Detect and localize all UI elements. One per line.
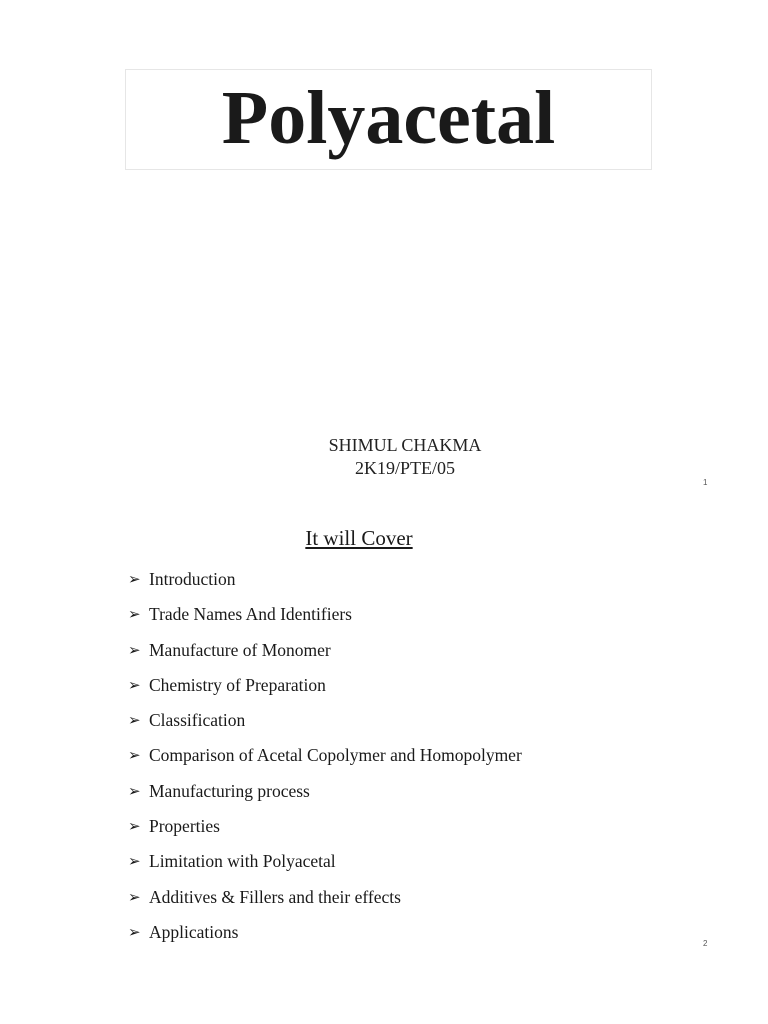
arrow-bullet-icon: ➢ — [128, 605, 141, 624]
list-item-label: Properties — [149, 816, 220, 837]
list-item — [128, 815, 522, 850]
list-item — [128, 674, 522, 709]
arrow-bullet-icon: ➢ — [128, 675, 141, 694]
list-item — [128, 639, 522, 674]
list-item-label: Manufacture of Monomer — [149, 639, 331, 660]
title-box — [125, 69, 652, 170]
list-item — [128, 886, 522, 921]
author-name: SHIMUL CHAKMA — [328, 435, 482, 455]
list-item-label: Chemistry of Preparation — [149, 674, 326, 695]
list-item-label: Limitation with Polyacetal — [149, 851, 336, 872]
topic-list — [128, 568, 522, 956]
list-item-label: Applications — [149, 921, 239, 942]
arrow-bullet-icon: ➢ — [128, 817, 141, 836]
list-item — [128, 744, 522, 779]
arrow-bullet-icon: ➢ — [128, 570, 141, 588]
list-item-label: Manufacturing process — [149, 780, 310, 801]
list-item-label: Trade Names And Identifiers — [149, 604, 352, 625]
section-heading: It will Cover — [305, 526, 413, 550]
arrow-bullet-icon: ➢ — [128, 852, 141, 871]
list-item-label: Introduction — [149, 569, 236, 589]
arrow-bullet-icon: ➢ — [128, 711, 141, 730]
author-block — [0, 434, 768, 480]
list-item-label: Classification — [149, 710, 246, 731]
page-number-2: 2 — [703, 939, 708, 948]
list-item-label: Additives & Fillers and their effects — [149, 886, 401, 907]
arrow-bullet-icon: ➢ — [128, 781, 141, 800]
list-item — [128, 603, 522, 638]
author-id: 2K19/PTE/05 — [354, 458, 455, 478]
list-item — [128, 568, 522, 603]
list-item — [128, 780, 522, 815]
arrow-bullet-icon: ➢ — [128, 746, 141, 765]
document-title: Polyacetal — [221, 75, 556, 160]
list-item-label: Comparison of Acetal Copolymer and Homopolymer — [149, 745, 522, 766]
page-number-1: 1 — [703, 478, 708, 487]
list-item — [128, 921, 522, 956]
list-item — [128, 850, 522, 885]
arrow-bullet-icon: ➢ — [128, 922, 141, 941]
list-item — [128, 709, 522, 744]
arrow-bullet-icon: ➢ — [128, 887, 141, 906]
arrow-bullet-icon: ➢ — [128, 640, 141, 659]
